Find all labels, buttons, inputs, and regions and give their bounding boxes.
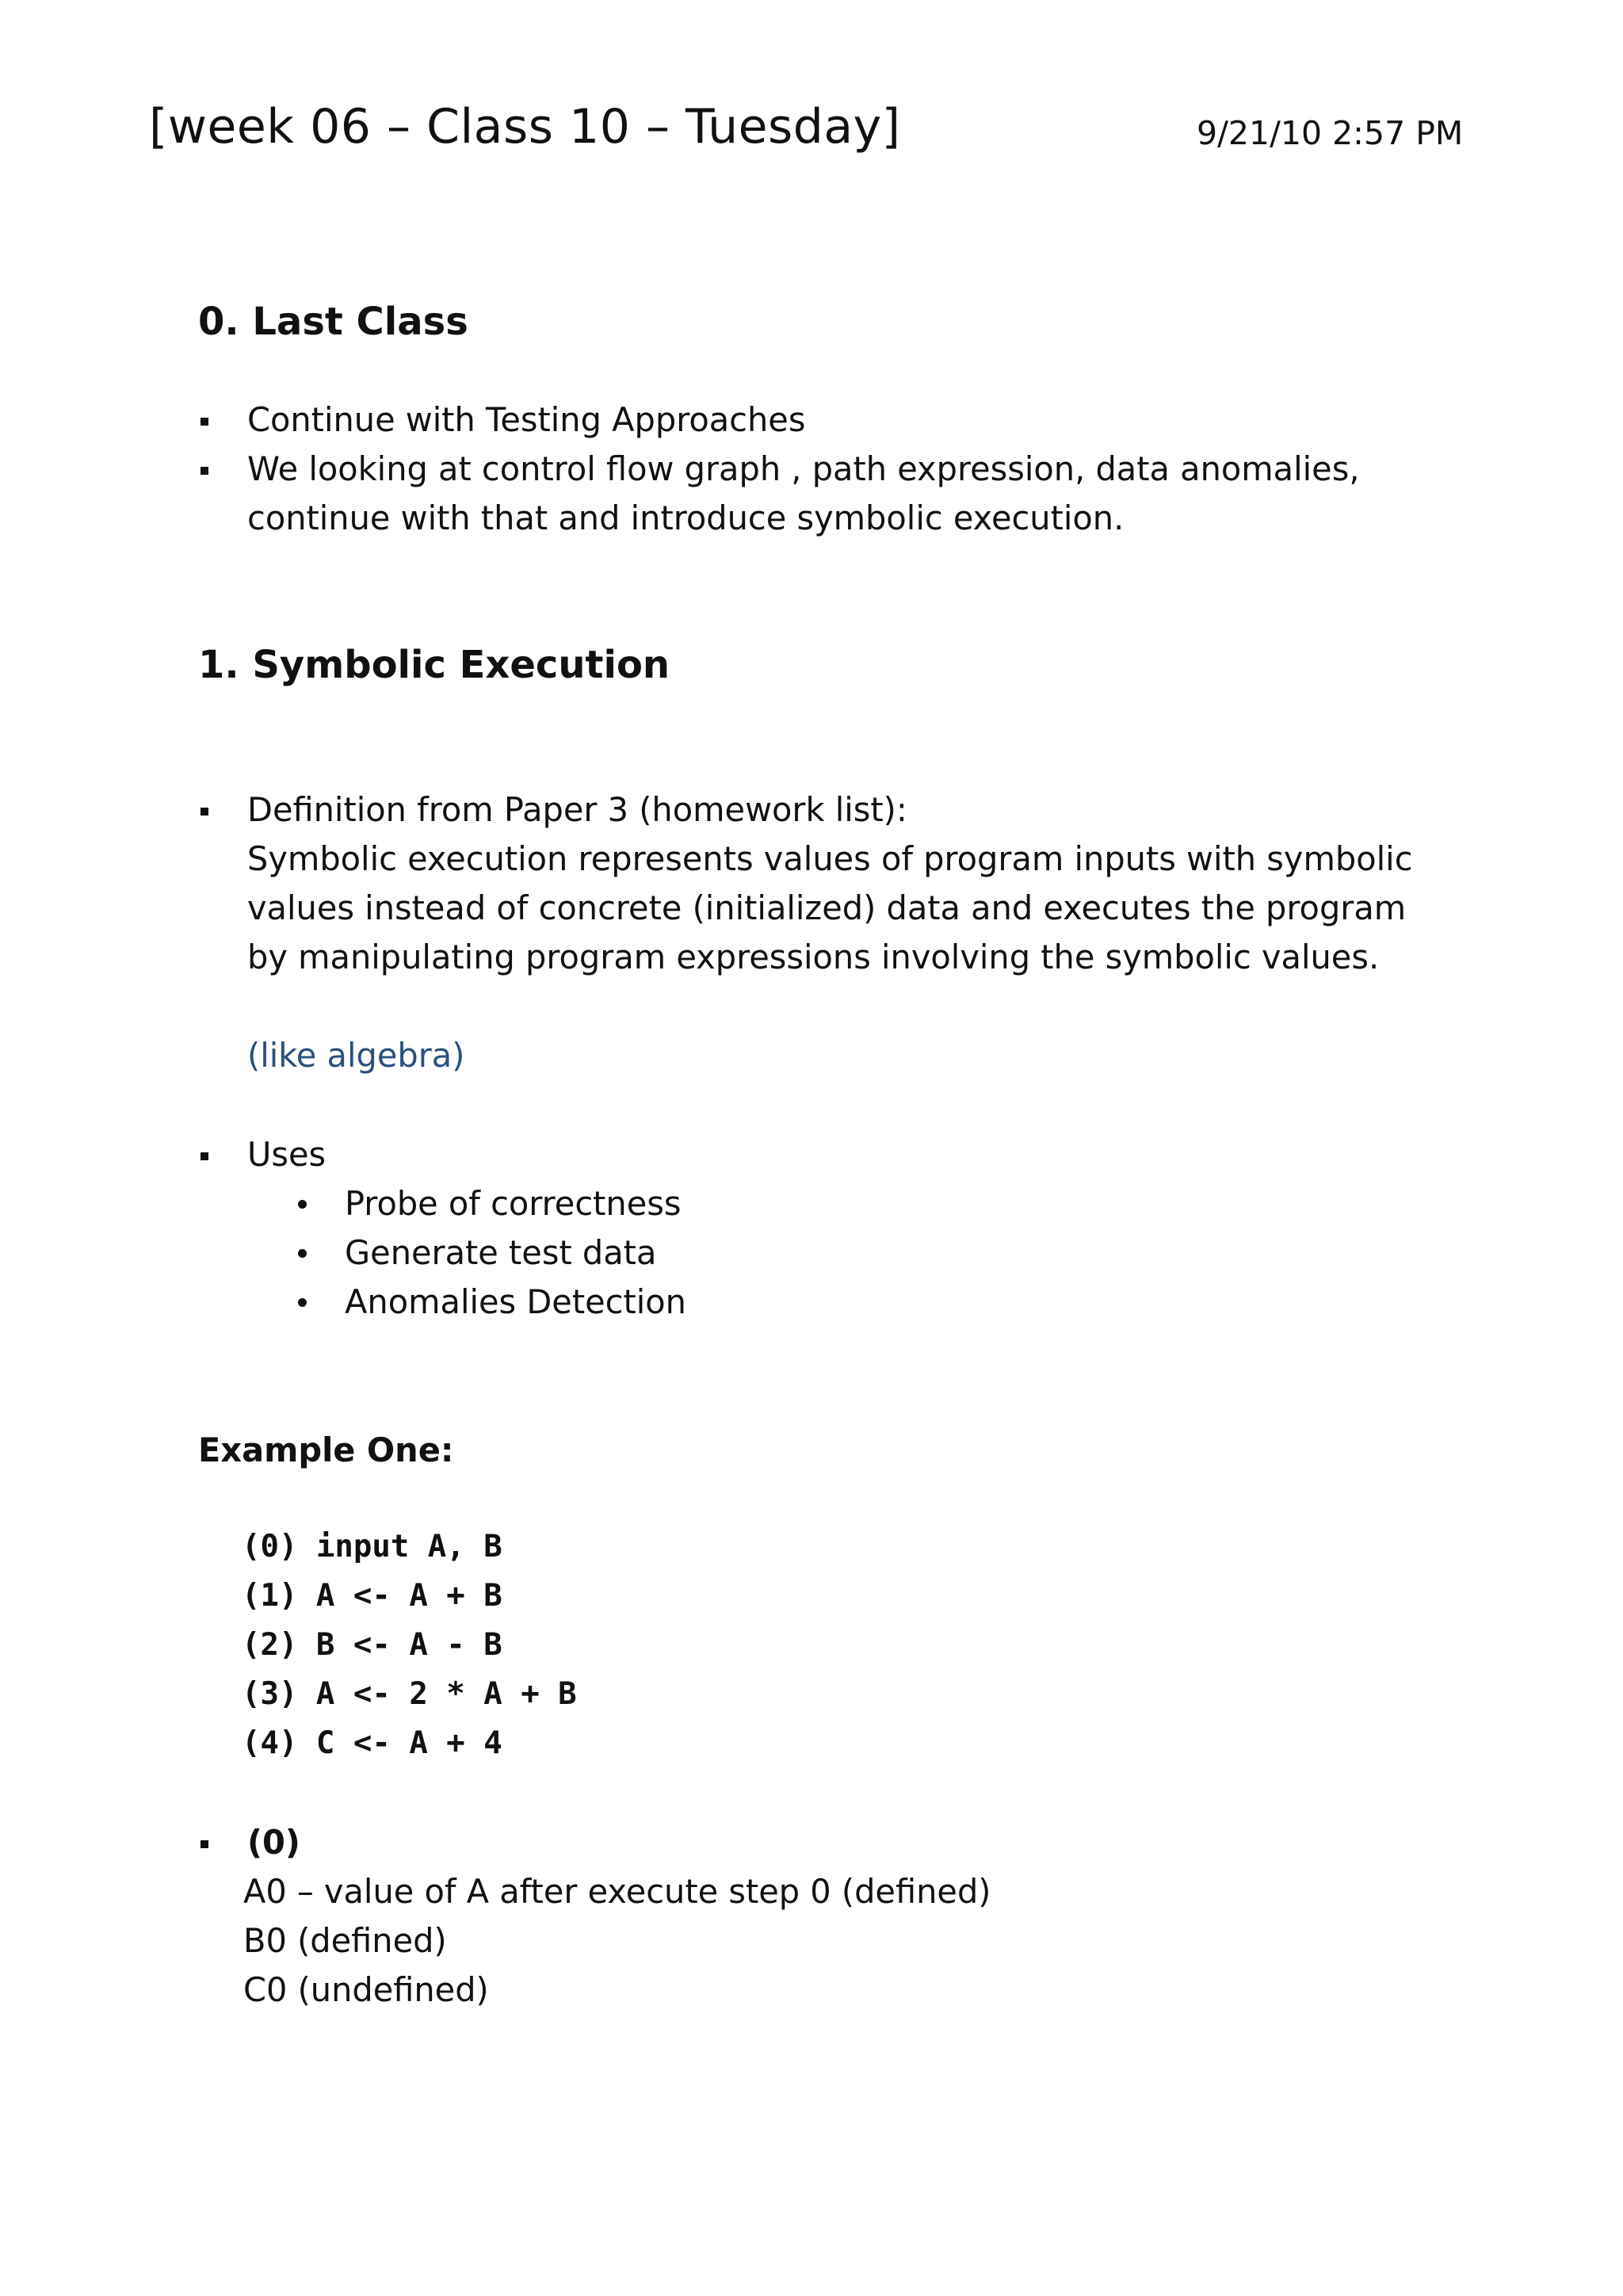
- section-heading-last-class: 0. Last Class: [198, 300, 468, 344]
- step-label: (0): [247, 1823, 300, 1862]
- code-line: (1) A <- A + B: [242, 1578, 502, 1614]
- round-bullet-icon: [298, 1200, 307, 1209]
- page-title: [week 06 – Class 10 – Tuesday]: [149, 99, 901, 155]
- bullet-text: We looking at control flow graph , path expression, data anomalies,: [247, 449, 1360, 488]
- uses-item: Anomalies Detection: [345, 1282, 686, 1321]
- example-heading: Example One:: [198, 1431, 454, 1469]
- section-heading-symbolic-execution: 1. Symbolic Execution: [198, 643, 670, 687]
- step-line: A0 – value of A after execute step 0 (defined): [243, 1872, 991, 1911]
- square-bullet-icon: [200, 418, 208, 426]
- uses-item: Generate test data: [345, 1233, 657, 1272]
- definition-line: by manipulating program expressions involving the symbolic values.: [247, 938, 1380, 976]
- square-bullet-icon: [200, 808, 208, 816]
- step-line: B0 (defined): [243, 1921, 447, 1960]
- uses-label: Uses: [247, 1135, 327, 1174]
- round-bullet-icon: [298, 1249, 307, 1258]
- code-line: (4) C <- A + 4: [242, 1725, 502, 1761]
- definition-line: values instead of concrete (initialized) data and executes the program: [247, 888, 1407, 927]
- code-line: (3) A <- 2 * A + B: [242, 1676, 577, 1712]
- code-line: (0) input A, B: [242, 1529, 502, 1564]
- square-bullet-icon: [200, 1152, 208, 1160]
- bullet-text: Continue with Testing Approaches: [247, 400, 806, 439]
- round-bullet-icon: [298, 1298, 307, 1307]
- bullet-text-continued: continue with that and introduce symbolic execution.: [247, 499, 1125, 537]
- algebra-note: (like algebra): [247, 1036, 465, 1075]
- square-bullet-icon: [200, 467, 208, 475]
- timestamp: 9/21/10 2:57 PM: [1197, 114, 1464, 152]
- definition-intro: Definition from Paper 3 (homework list):: [247, 790, 907, 829]
- definition-line: Symbolic execution represents values of program inputs with symbolic: [247, 839, 1413, 878]
- step-line: C0 (undefined): [243, 1970, 489, 2009]
- uses-item: Probe of correctness: [345, 1184, 682, 1223]
- square-bullet-icon: [200, 1840, 208, 1848]
- code-line: (2) B <- A - B: [242, 1627, 502, 1663]
